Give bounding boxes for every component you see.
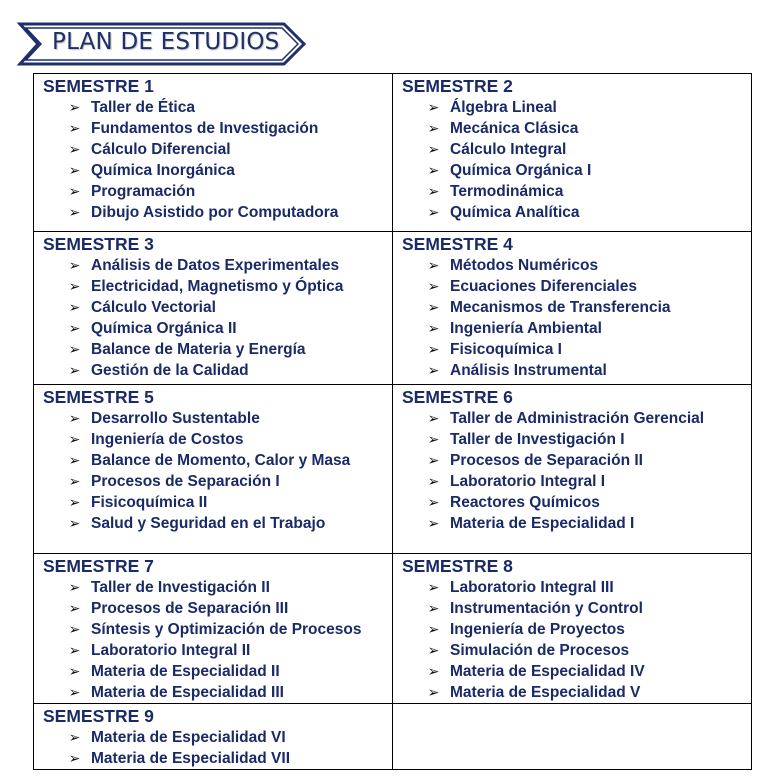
semester-cell: [34, 704, 393, 770]
semester-cell: [34, 232, 393, 385]
chevron-arrow-icon: ➢: [427, 431, 440, 448]
list-item: [34, 727, 392, 748]
course-name: Ingeniería de Proyectos: [450, 620, 625, 638]
course-name: Mecánica Clásica: [450, 119, 579, 137]
curriculum-table: [33, 73, 752, 770]
list-item: [34, 318, 392, 339]
course-name: Procesos de Separación I: [91, 472, 280, 490]
list-item: [34, 297, 392, 318]
course-name: Electricidad, Magnetismo y Óptica: [91, 277, 344, 295]
table-row: [34, 232, 752, 385]
table-row: [34, 74, 752, 232]
list-item: [393, 202, 751, 223]
semester-title: SEMESTRE 7: [43, 556, 154, 576]
chevron-arrow-icon: ➢: [427, 642, 440, 659]
table-row: [34, 704, 752, 770]
course-name: Programación: [91, 182, 196, 200]
course-name: Materia de Especialidad II: [91, 662, 280, 680]
chevron-arrow-icon: ➢: [68, 278, 81, 295]
chevron-arrow-icon: ➢: [427, 579, 440, 596]
list-item: [393, 255, 751, 276]
course-list: [34, 727, 392, 769]
list-item: [393, 492, 751, 513]
chevron-arrow-icon: ➢: [427, 621, 440, 638]
list-item: [393, 97, 751, 118]
chevron-arrow-icon: ➢: [68, 257, 81, 274]
course-name: Salud y Seguridad en el Trabajo: [91, 514, 326, 532]
course-name: Procesos de Separación III: [91, 599, 289, 617]
chevron-arrow-icon: ➢: [68, 621, 81, 638]
course-name: Simulación de Procesos: [450, 641, 630, 659]
list-item: [34, 471, 392, 492]
chevron-arrow-icon: ➢: [427, 410, 440, 427]
list-item: [393, 297, 751, 318]
course-list: [34, 577, 392, 703]
table-row: [34, 385, 752, 554]
list-item: [393, 160, 751, 181]
course-name: Química Inorgánica: [91, 161, 235, 179]
semester-title: SEMESTRE 9: [43, 706, 154, 726]
chevron-arrow-icon: ➢: [427, 684, 440, 701]
chevron-arrow-icon: ➢: [68, 99, 81, 116]
list-item: [34, 160, 392, 181]
chevron-arrow-icon: ➢: [427, 99, 440, 116]
list-item: [393, 139, 751, 160]
course-list: [393, 577, 751, 703]
course-name: Mecanismos de Transferencia: [450, 298, 671, 316]
chevron-arrow-icon: ➢: [68, 299, 81, 316]
list-item: [34, 408, 392, 429]
course-name: Fisicoquímica I: [450, 340, 562, 358]
list-item: [393, 318, 751, 339]
list-item: [34, 748, 392, 769]
course-name: Taller de Investigación II: [91, 578, 270, 596]
course-name: Termodinámica: [450, 182, 564, 200]
course-list: [34, 255, 392, 381]
course-name: Cálculo Vectorial: [91, 298, 216, 316]
course-list: [34, 97, 392, 223]
semester-cell: [393, 554, 752, 704]
chevron-arrow-icon: ➢: [68, 579, 81, 596]
list-item: [34, 139, 392, 160]
list-item: [34, 360, 392, 381]
semester-cell: [34, 74, 393, 232]
course-name: Síntesis y Optimización de Procesos: [91, 620, 362, 638]
chevron-arrow-icon: ➢: [68, 362, 81, 379]
course-list: [393, 97, 751, 223]
chevron-arrow-icon: ➢: [427, 257, 440, 274]
list-item: [34, 640, 392, 661]
semester-title: SEMESTRE 1: [43, 76, 154, 96]
chevron-arrow-icon: ➢: [68, 410, 81, 427]
list-item: [393, 661, 751, 682]
list-item: [393, 598, 751, 619]
course-name: Análisis Instrumental: [450, 361, 607, 379]
list-item: [34, 276, 392, 297]
chevron-arrow-icon: ➢: [68, 600, 81, 617]
list-item: [34, 429, 392, 450]
chevron-arrow-icon: ➢: [68, 494, 81, 511]
list-item: [393, 276, 751, 297]
course-name: Química Orgánica II: [91, 319, 237, 337]
course-name: Laboratorio Integral II: [91, 641, 251, 659]
chevron-arrow-icon: ➢: [68, 204, 81, 221]
table-row: [34, 554, 752, 704]
course-name: Química Analítica: [450, 203, 580, 221]
chevron-arrow-icon: ➢: [427, 204, 440, 221]
semester-cell: [393, 74, 752, 232]
list-item: [393, 360, 751, 381]
list-item: [393, 429, 751, 450]
course-name: Procesos de Separación II: [450, 451, 643, 469]
chevron-arrow-icon: ➢: [68, 729, 81, 746]
list-item: [34, 202, 392, 223]
course-name: Materia de Especialidad VII: [91, 749, 290, 767]
chevron-arrow-icon: ➢: [68, 341, 81, 358]
semester-title: SEMESTRE 5: [43, 387, 154, 407]
list-item: [393, 619, 751, 640]
chevron-arrow-icon: ➢: [427, 452, 440, 469]
semester-cell: [34, 554, 393, 704]
course-name: Materia de Especialidad IV: [450, 662, 645, 680]
chevron-arrow-icon: ➢: [427, 663, 440, 680]
list-item: [393, 640, 751, 661]
course-name: Ecuaciones Diferenciales: [450, 277, 637, 295]
course-name: Álgebra Lineal: [450, 98, 557, 116]
list-item: [393, 450, 751, 471]
list-item: [393, 471, 751, 492]
chevron-arrow-icon: ➢: [68, 642, 81, 659]
chevron-arrow-icon: ➢: [427, 600, 440, 617]
chevron-arrow-icon: ➢: [427, 183, 440, 200]
list-item: [34, 577, 392, 598]
course-name: Fisicoquímica II: [91, 493, 208, 511]
course-name: Balance de Materia y Energía: [91, 340, 306, 358]
course-name: Química Orgánica I: [450, 161, 592, 179]
chevron-arrow-icon: ➢: [68, 750, 81, 767]
semester-cell: [393, 232, 752, 385]
chevron-arrow-icon: ➢: [68, 473, 81, 490]
chevron-arrow-icon: ➢: [427, 162, 440, 179]
course-name: Desarrollo Sustentable: [91, 409, 260, 427]
page-title: PLAN DE ESTUDIOS: [52, 29, 280, 55]
chevron-arrow-icon: ➢: [68, 320, 81, 337]
chevron-arrow-icon: ➢: [68, 162, 81, 179]
header-banner: [16, 22, 308, 66]
list-item: [34, 255, 392, 276]
list-item: [393, 577, 751, 598]
chevron-arrow-icon: ➢: [68, 452, 81, 469]
list-item: [34, 97, 392, 118]
list-item: [393, 682, 751, 703]
course-name: Ingeniería Ambiental: [450, 319, 602, 337]
list-item: [34, 682, 392, 703]
course-name: Dibujo Asistido por Computadora: [91, 203, 339, 221]
course-name: Taller de Investigación I: [450, 430, 625, 448]
list-item: [393, 118, 751, 139]
list-item: [34, 181, 392, 202]
course-name: Fundamentos de Investigación: [91, 119, 319, 137]
semester-title: SEMESTRE 6: [402, 387, 513, 407]
list-item: [393, 181, 751, 202]
course-name: Materia de Especialidad III: [91, 683, 284, 701]
semester-title: SEMESTRE 2: [402, 76, 513, 96]
chevron-arrow-icon: ➢: [68, 684, 81, 701]
course-name: Ingeniería de Costos: [91, 430, 244, 448]
chevron-arrow-icon: ➢: [68, 515, 81, 532]
chevron-arrow-icon: ➢: [427, 515, 440, 532]
course-name: Materia de Especialidad I: [450, 514, 635, 532]
list-item: [34, 661, 392, 682]
list-item: [34, 598, 392, 619]
chevron-arrow-icon: ➢: [427, 362, 440, 379]
course-name: Reactores Químicos: [450, 493, 600, 511]
course-list: [393, 408, 751, 534]
semester-cell: [393, 385, 752, 554]
course-list: [34, 408, 392, 534]
chevron-arrow-icon: ➢: [68, 141, 81, 158]
list-item: [34, 450, 392, 471]
list-item: [393, 408, 751, 429]
course-name: Materia de Especialidad V: [450, 683, 641, 701]
list-item: [34, 513, 392, 534]
chevron-arrow-icon: ➢: [427, 120, 440, 137]
list-item: [34, 339, 392, 360]
course-name: Instrumentación y Control: [450, 599, 643, 617]
course-name: Métodos Numéricos: [450, 256, 599, 274]
course-list: [393, 255, 751, 381]
empty-cell: [393, 704, 752, 770]
list-item: [34, 118, 392, 139]
list-item: [34, 492, 392, 513]
list-item: [34, 619, 392, 640]
chevron-arrow-icon: ➢: [427, 341, 440, 358]
chevron-arrow-icon: ➢: [427, 473, 440, 490]
course-name: Taller de Ética: [91, 98, 195, 116]
course-name: Materia de Especialidad VI: [91, 728, 286, 746]
chevron-arrow-icon: ➢: [68, 183, 81, 200]
course-name: Taller de Administración Gerencial: [450, 409, 705, 427]
list-item: [393, 339, 751, 360]
course-name: Cálculo Integral: [450, 140, 567, 158]
semester-title: SEMESTRE 3: [43, 234, 154, 254]
chevron-arrow-icon: ➢: [427, 141, 440, 158]
chevron-arrow-icon: ➢: [427, 299, 440, 316]
chevron-arrow-icon: ➢: [68, 663, 81, 680]
chevron-arrow-icon: ➢: [68, 120, 81, 137]
course-name: Laboratorio Integral III: [450, 578, 614, 596]
course-name: Balance de Momento, Calor y Masa: [91, 451, 351, 469]
course-name: Gestión de la Calidad: [91, 361, 249, 379]
course-name: Cálculo Diferencial: [91, 140, 231, 158]
semester-title: SEMESTRE 4: [402, 234, 513, 254]
course-name: Análisis de Datos Experimentales: [91, 256, 340, 274]
semester-cell: [34, 385, 393, 554]
chevron-arrow-icon: ➢: [427, 320, 440, 337]
chevron-arrow-icon: ➢: [68, 431, 81, 448]
list-item: [393, 513, 751, 534]
course-name: Laboratorio Integral I: [450, 472, 606, 490]
semester-title: SEMESTRE 8: [402, 556, 513, 576]
chevron-arrow-icon: ➢: [427, 278, 440, 295]
chevron-arrow-icon: ➢: [427, 494, 440, 511]
